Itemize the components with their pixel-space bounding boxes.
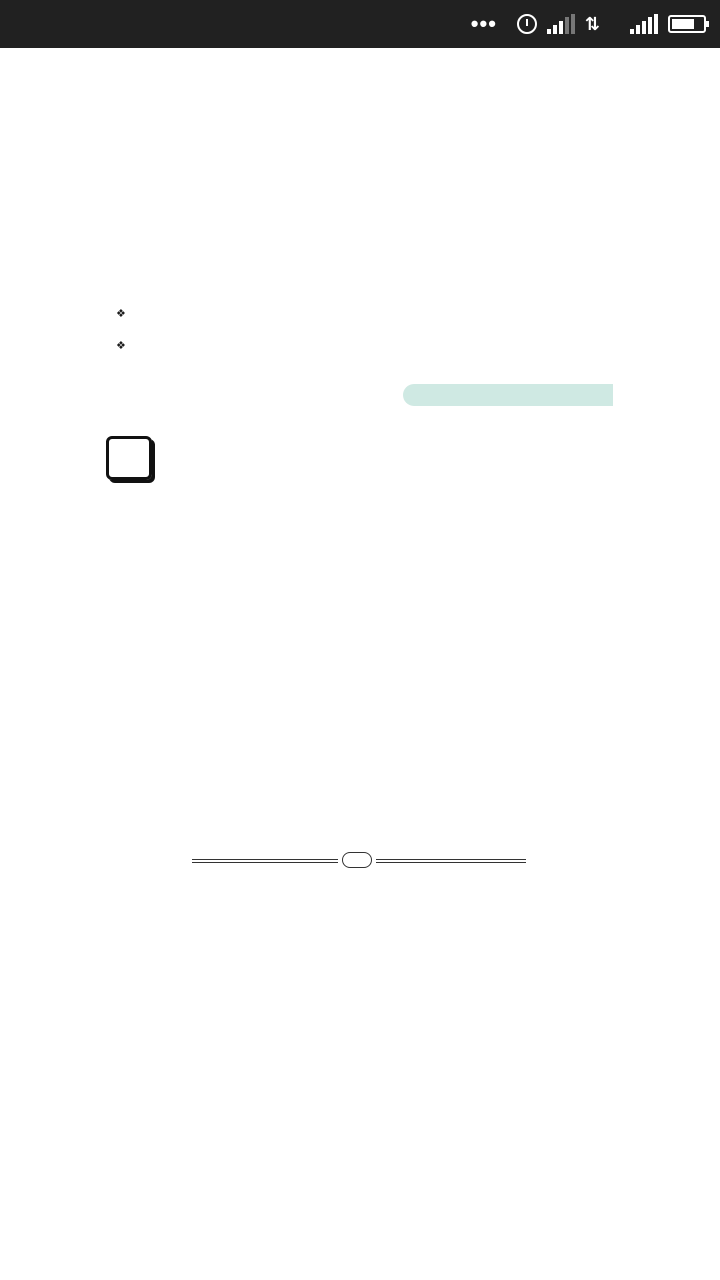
footer-rule-left [192, 859, 338, 860]
chapter-number [106, 436, 152, 480]
document-page-2[interactable] [0, 1078, 720, 1280]
footer-rule-right-2 [376, 862, 526, 863]
footer-rule-right [376, 859, 526, 860]
bullet-icon: ❖ [116, 307, 126, 320]
footer-page-number [342, 852, 372, 868]
bullet-icon: ❖ [116, 339, 126, 352]
page-footer [104, 852, 616, 870]
more-icon: ••• [470, 11, 497, 36]
section-banner [403, 384, 613, 406]
footer-rule-left-2 [192, 862, 338, 863]
data-arrows-icon: ⇅ [584, 13, 600, 34]
